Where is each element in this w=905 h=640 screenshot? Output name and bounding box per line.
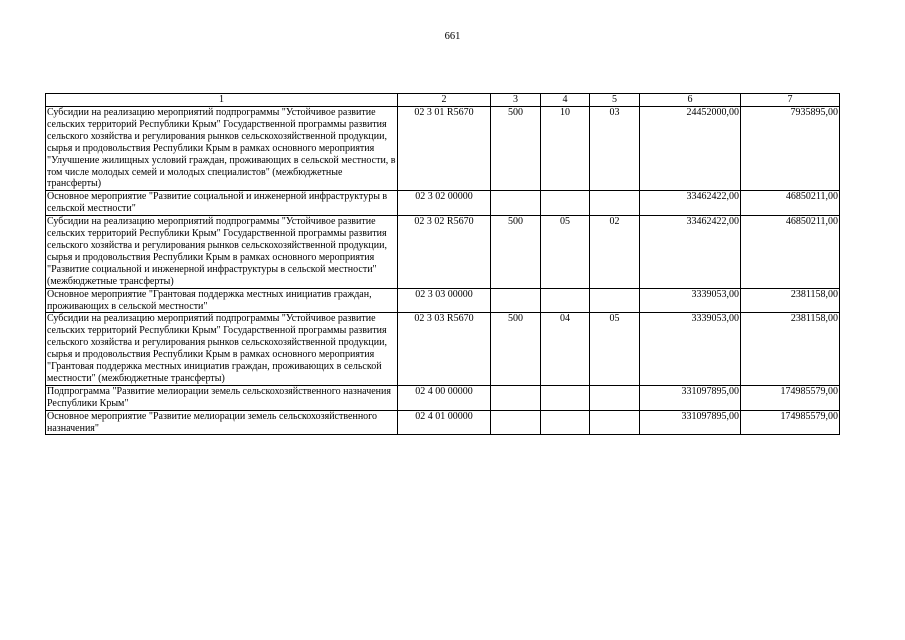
column-header: 1 [46,94,398,107]
budget-table [45,93,840,435]
row-amount7-cell: 174985579,00 [741,410,840,435]
row-code-cell: 02 4 01 00000 [398,410,491,435]
row-amount7-cell: 46850211,00 [741,191,840,216]
row-col5-cell: 02 [590,216,640,288]
column-header: 4 [541,94,590,107]
row-code-cell: 02 3 02 R5670 [398,216,491,288]
row-col4-cell [541,288,590,313]
row-col5-cell [590,410,640,435]
row-amount6-cell: 33462422,00 [640,191,741,216]
row-code-cell: 02 3 01 R5670 [398,107,491,191]
row-name-cell: Основное мероприятие "Развитие мелиорации земель сельскохозяйственного назначения" [46,410,398,435]
column-header: 3 [491,94,541,107]
row-col4-cell [541,385,590,410]
row-amount6-cell: 3339053,00 [640,313,741,385]
row-col3-cell [491,410,541,435]
row-col3-cell [491,288,541,313]
row-col5-cell: 05 [590,313,640,385]
row-col4-cell [541,191,590,216]
row-amount7-cell: 174985579,00 [741,385,840,410]
row-col3-cell [491,191,541,216]
table-row [46,313,840,385]
row-amount7-cell: 2381158,00 [741,288,840,313]
page-number: 661 [444,31,461,42]
row-col3-cell: 500 [491,107,541,191]
row-amount7-cell: 7935895,00 [741,107,840,191]
table-row [46,410,840,435]
table-row [46,288,840,313]
table-row [46,107,840,191]
row-col4-cell: 04 [541,313,590,385]
table-row [46,216,840,288]
column-header: 2 [398,94,491,107]
column-header: 6 [640,94,741,107]
table-row [46,385,840,410]
row-col3-cell [491,385,541,410]
column-header: 7 [741,94,840,107]
row-code-cell: 02 3 03 00000 [398,288,491,313]
row-col5-cell [590,191,640,216]
row-name-cell: Субсидии на реализацию мероприятий подпрограммы "Устойчивое развитие сельских территорий Республики Крым" Государственной программы развития сельского хозяйства и регулирования рынков сельскохозяйственной продукции, сырья и продовольствия Республики Крым в рамках основного мероприятия "Грантовая поддержка местных инициатив граждан, проживающих в сельской местности" (межбюджетные трансферты) [46,313,398,385]
row-col4-cell [541,410,590,435]
row-name-cell: Субсидии на реализацию мероприятий подпрограммы "Устойчивое развитие сельских территорий Республики Крым" Государственной программы развития сельского хозяйства и регулирования рынков сельскохозяйственной продукции, сырья и продовольствия Республики Крым в рамках основного мероприятия "Развитие социальной и инженерной инфраструктуры в сельской местности" (межбюджетные трансферты) [46,216,398,288]
row-col5-cell [590,385,640,410]
row-code-cell: 02 3 02 00000 [398,191,491,216]
row-amount7-cell: 46850211,00 [741,216,840,288]
row-col3-cell: 500 [491,313,541,385]
row-amount7-cell: 2381158,00 [741,313,840,385]
row-code-cell: 02 3 03 R5670 [398,313,491,385]
row-col3-cell: 500 [491,216,541,288]
table-row [46,191,840,216]
row-amount6-cell: 3339053,00 [640,288,741,313]
column-header: 5 [590,94,640,107]
row-col5-cell [590,288,640,313]
row-name-cell: Подпрограмма "Развитие мелиорации земель сельскохозяйственного назначения Республики Крым" [46,385,398,410]
row-col4-cell: 05 [541,216,590,288]
row-amount6-cell: 331097895,00 [640,410,741,435]
table-header-row [46,94,840,107]
row-name-cell: Основное мероприятие "Грантовая поддержка местных инициатив граждан, проживающих в сельской местности" [46,288,398,313]
row-col5-cell: 03 [590,107,640,191]
row-code-cell: 02 4 00 00000 [398,385,491,410]
row-name-cell: Основное мероприятие "Развитие социальной и инженерной инфраструктуры в сельской местности" [46,191,398,216]
row-amount6-cell: 24452000,00 [640,107,741,191]
row-amount6-cell: 33462422,00 [640,216,741,288]
row-col4-cell: 10 [541,107,590,191]
row-amount6-cell: 331097895,00 [640,385,741,410]
row-name-cell: Субсидии на реализацию мероприятий подпрограммы "Устойчивое развитие сельских территорий Республики Крым" Государственной программы развития сельского хозяйства и регулирования рынков сельскохозяйственной продукции, сырья и продовольствия Республики Крым в рамках основного мероприятия "Улучшение жилищных условий граждан, проживающих в сельской местности, в том числе молодых семей и молодых специалистов" (межбюджетные трансферты) [47,107,396,190]
